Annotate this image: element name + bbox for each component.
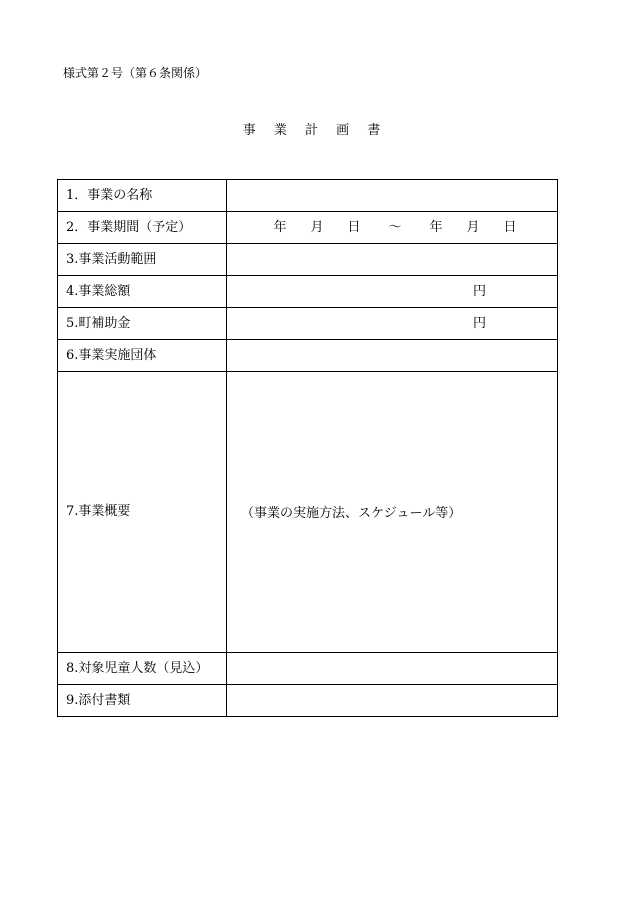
end-year-label: 年 — [429, 219, 443, 235]
end-month-label: 月 — [466, 219, 480, 235]
label-total-amount: 4.事業総額 — [58, 276, 227, 308]
period-separator: 〜 — [388, 219, 402, 235]
row-business-overview — [58, 372, 558, 653]
field-town-subsidy[interactable] — [227, 308, 558, 340]
form-number: 様式第２号（第６条関係） — [63, 66, 208, 80]
field-implementing-org[interactable] — [227, 340, 558, 372]
field-activity-scope[interactable] — [227, 244, 558, 276]
row-target-children — [58, 653, 558, 685]
field-attachments[interactable] — [227, 685, 558, 717]
field-business-period[interactable] — [227, 212, 558, 244]
document-title: 事 業 計 画 書 — [242, 123, 388, 138]
field-total-amount[interactable] — [227, 276, 558, 308]
label-business-name: 1．事業の名称 — [58, 180, 227, 212]
row-total-amount — [58, 276, 558, 308]
start-day-label: 日 — [347, 219, 361, 235]
row-business-name — [58, 180, 558, 212]
row-activity-scope — [58, 244, 558, 276]
label-business-period: 2．事業期間（予定） — [58, 212, 227, 244]
period-date-range — [227, 220, 557, 236]
end-day-label: 日 — [503, 219, 517, 235]
row-implementing-org — [58, 340, 558, 372]
overview-note: （事業の実施方法、スケジュール等） — [241, 506, 462, 521]
label-activity-scope: 3.事業活動範囲 — [58, 244, 227, 276]
row-attachments — [58, 685, 558, 717]
town-subsidy-unit: 円 — [473, 315, 487, 331]
label-attachments: 9.添付書類 — [58, 685, 227, 717]
label-implementing-org: 6.事業実施団体 — [58, 340, 227, 372]
business-plan-table — [57, 179, 558, 717]
label-target-children: 8.対象児童人数（見込） — [58, 653, 227, 685]
field-business-overview[interactable] — [227, 372, 558, 653]
start-month-label: 月 — [310, 219, 324, 235]
total-amount-unit: 円 — [473, 283, 487, 299]
label-town-subsidy: 5.町補助金 — [58, 308, 227, 340]
row-town-subsidy — [58, 308, 558, 340]
label-business-overview: 7.事業概要 — [58, 372, 227, 653]
start-year-label: 年 — [273, 219, 287, 235]
row-business-period — [58, 212, 558, 244]
field-business-name[interactable] — [227, 180, 558, 212]
field-target-children[interactable] — [227, 653, 558, 685]
